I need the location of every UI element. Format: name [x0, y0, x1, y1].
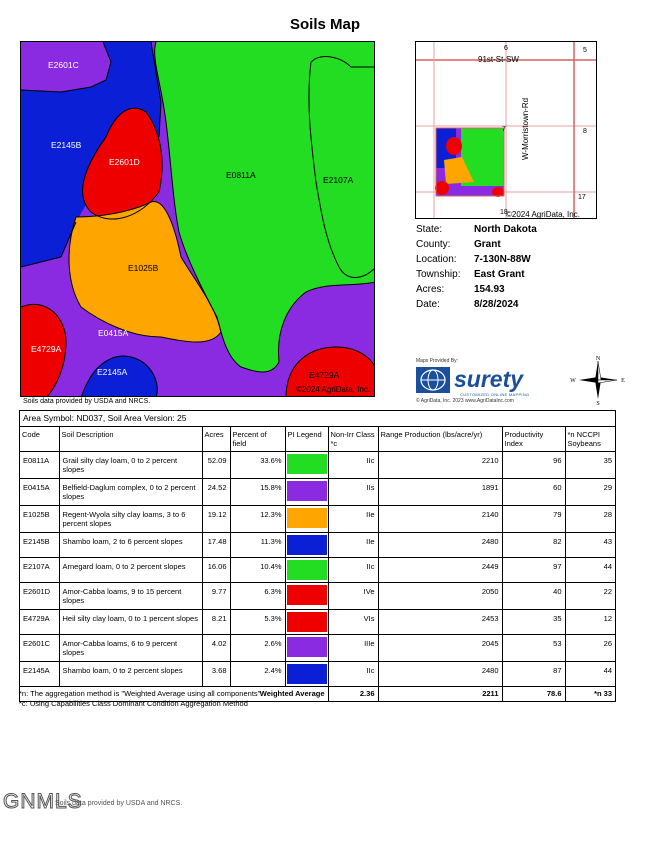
soil-description: Heil silty clay loam, 0 to 1 percent slopes	[59, 610, 202, 635]
info-row-date	[416, 297, 537, 312]
col-header: Code	[20, 427, 59, 452]
soil-description: Amor-Cabba loams, 6 to 9 percent slopes	[59, 635, 202, 662]
info-value: 8/28/2024	[474, 299, 519, 310]
section-number-7: 7	[502, 126, 506, 133]
range-production: 2140	[378, 506, 502, 533]
soil-acres: 9.77	[202, 583, 230, 610]
road-label-91st: 91st-St-SW	[478, 55, 519, 64]
table-row	[20, 558, 615, 583]
info-value: 7-130N-88W	[474, 254, 531, 265]
table-row	[20, 583, 615, 610]
productivity-index: 60	[502, 479, 565, 506]
section-number-6: 6	[504, 45, 508, 52]
map-label-e0811a: E0811A	[226, 170, 256, 180]
globe-icon	[416, 367, 450, 393]
soil-acres: 19.12	[202, 506, 230, 533]
col-header: Non-Irr Class *c	[328, 427, 378, 452]
table-row	[20, 479, 615, 506]
soil-description: Shambo loam, 0 to 2 percent slopes	[59, 662, 202, 687]
footnote-c: *c: Using Capabilities Class Dominant Condition Aggregation Method	[19, 699, 248, 708]
compass-s: S	[596, 401, 600, 405]
pi-legend-swatch	[285, 452, 328, 479]
info-key: Township:	[416, 269, 461, 280]
soil-description: Arnegard loam, 0 to 2 percent slopes	[59, 558, 202, 583]
soil-code: E2145B	[20, 533, 59, 558]
section-number-5: 5	[583, 47, 587, 54]
col-header: *n NCCPI Soybeans	[565, 427, 615, 452]
pi-legend-swatch	[285, 610, 328, 635]
location-map-graphic	[416, 42, 597, 219]
legend-color-block	[287, 454, 327, 474]
section-number-8: 8	[583, 128, 587, 135]
watermark-note: Soils data provided by USDA and NRCS.	[55, 800, 183, 807]
col-header: Productivity Index	[502, 427, 565, 452]
col-header: Acres	[202, 427, 230, 452]
info-value: East Grant	[474, 269, 525, 280]
col-header: PI Legend	[285, 427, 328, 452]
non-irr-class: IIe	[328, 506, 378, 533]
info-key: Acres:	[416, 284, 445, 295]
soil-percent: 11.3%	[230, 533, 285, 558]
pi-legend-swatch	[285, 506, 328, 533]
map-copyright: ©2024 AgriData, Inc.	[296, 385, 370, 394]
col-header: Percent of field	[230, 427, 285, 452]
area-symbol: Area Symbol: ND037, Soil Area Version: 25	[20, 411, 615, 427]
weighted-pi: 78.6	[502, 687, 565, 701]
legend-color-block	[287, 585, 327, 605]
soil-percent: 2.4%	[230, 662, 285, 687]
map-label-e4729a-right: E4729A	[309, 370, 340, 380]
soil-percent: 6.3%	[230, 583, 285, 610]
productivity-index: 35	[502, 610, 565, 635]
productivity-index: 53	[502, 635, 565, 662]
property-info	[416, 222, 537, 312]
nccpi-soybeans: 29	[565, 479, 615, 506]
info-key: State:	[416, 224, 443, 235]
soils-table	[19, 410, 616, 702]
non-irr-class: IIc	[328, 452, 378, 479]
soil-percent: 5.3%	[230, 610, 285, 635]
soil-description: Shambo loam, 2 to 6 percent slopes	[59, 533, 202, 558]
soil-percent: 15.8%	[230, 479, 285, 506]
legend-color-block	[287, 637, 327, 657]
map-label-e4729a-left: E4729A	[31, 344, 62, 354]
pi-legend-swatch	[285, 558, 328, 583]
info-value: North Dakota	[474, 224, 537, 235]
non-irr-class: IIc	[328, 662, 378, 687]
productivity-index: 79	[502, 506, 565, 533]
weighted-class: 2.36	[328, 687, 378, 701]
legend-color-block	[287, 612, 327, 632]
nccpi-soybeans: 44	[565, 558, 615, 583]
range-production: 1891	[378, 479, 502, 506]
soil-code: E0811A	[20, 452, 59, 479]
soil-acres: 16.06	[202, 558, 230, 583]
productivity-index: 97	[502, 558, 565, 583]
pi-legend-swatch	[285, 635, 328, 662]
pi-legend-swatch	[285, 533, 328, 558]
soil-percent: 2.6%	[230, 635, 285, 662]
soil-description: Belfield-Daglum complex, 0 to 2 percent slopes	[59, 479, 202, 506]
weighted-average-label: Weighted Average	[20, 687, 328, 701]
map-label-e2107a: E2107A	[323, 175, 354, 185]
productivity-index: 87	[502, 662, 565, 687]
gnmls-watermark-logo: GNMLS	[3, 790, 83, 813]
legend-color-block	[287, 481, 327, 501]
info-key: County:	[416, 239, 451, 250]
soil-description: Grail silty clay loam, 0 to 2 percent slopes	[59, 452, 202, 479]
pi-legend-swatch	[285, 479, 328, 506]
table-row	[20, 506, 615, 533]
non-irr-class: IIe	[328, 533, 378, 558]
nccpi-soybeans: 12	[565, 610, 615, 635]
soils-map	[20, 41, 375, 397]
pi-legend-swatch	[285, 583, 328, 610]
productivity-index: 96	[502, 452, 565, 479]
table-row	[20, 635, 615, 662]
soil-description: Amor-Cabba loams, 9 to 15 percent slopes	[59, 583, 202, 610]
table-row	[20, 662, 615, 687]
soil-code: E2601C	[20, 635, 59, 662]
compass-e: E	[621, 378, 625, 384]
surety-wordmark: surety	[454, 366, 524, 392]
info-row-acres	[416, 282, 537, 297]
non-irr-class: IIc	[328, 558, 378, 583]
table-header-row	[20, 427, 615, 452]
road-label-morristown	[521, 98, 530, 160]
soil-acres: 17.48	[202, 533, 230, 558]
info-row-county	[416, 237, 537, 252]
range-production: 2480	[378, 662, 502, 687]
surety-copyright: © AgriData, Inc. 2023 www.AgriDataInc.com	[416, 398, 514, 404]
footnote-n: *n: The aggregation method is "Weighted Average using all components"	[19, 689, 261, 698]
soil-code: E0415A	[20, 479, 59, 506]
info-key: Location:	[416, 254, 457, 265]
soil-acres: 8.21	[202, 610, 230, 635]
soil-code: E2145A	[20, 662, 59, 687]
compass-w: W	[570, 378, 576, 384]
soil-code: E2601D	[20, 583, 59, 610]
info-row-township	[416, 267, 537, 282]
soil-code: E2107A	[20, 558, 59, 583]
soil-percent: 33.6%	[230, 452, 285, 479]
surety-tagline: CUSTOMIZED ONLINE MAPPING	[460, 392, 530, 397]
nccpi-soybeans: 35	[565, 452, 615, 479]
table-row	[20, 452, 615, 479]
col-header: Range Production (lbs/acre/yr)	[378, 427, 502, 452]
map-label-e2145a: E2145A	[97, 367, 128, 377]
non-irr-class: IIs	[328, 479, 378, 506]
legend-color-block	[287, 535, 327, 555]
nccpi-soybeans: 22	[565, 583, 615, 610]
map-data-note: Soils data provided by USDA and NRCS.	[23, 398, 151, 405]
range-production: 2480	[378, 533, 502, 558]
soil-code: E1025B	[20, 506, 59, 533]
soil-percent: 12.3%	[230, 506, 285, 533]
range-production: 2050	[378, 583, 502, 610]
compass-rose-icon	[570, 355, 626, 405]
section-number-18: 18	[500, 209, 508, 216]
info-row-location	[416, 252, 537, 267]
info-value: 154.93	[474, 284, 505, 295]
legend-color-block	[287, 560, 327, 580]
nccpi-soybeans: 28	[565, 506, 615, 533]
soil-code: E4729A	[20, 610, 59, 635]
weighted-nccpi: *n 33	[565, 687, 615, 701]
range-production: 2210	[378, 452, 502, 479]
nccpi-soybeans: 44	[565, 662, 615, 687]
map-label-e0415a: E0415A	[98, 328, 129, 338]
table-row	[20, 610, 615, 635]
surety-logo	[416, 366, 523, 393]
nccpi-soybeans: 43	[565, 533, 615, 558]
productivity-index: 40	[502, 583, 565, 610]
soils-data-table	[20, 427, 615, 701]
compass-n: N	[595, 356, 601, 362]
road-label-morristown-text: W-Morristown-Rd	[521, 97, 530, 160]
nccpi-soybeans: 26	[565, 635, 615, 662]
non-irr-class: IIIe	[328, 635, 378, 662]
soil-acres: 3.68	[202, 662, 230, 687]
map-label-e2145b: E2145B	[51, 140, 82, 150]
range-production: 2449	[378, 558, 502, 583]
pi-legend-swatch	[285, 662, 328, 687]
soil-description: Regent-Wyola silty clay loams, 3 to 6 percent slopes	[59, 506, 202, 533]
soil-acres: 24.52	[202, 479, 230, 506]
info-value: Grant	[474, 239, 501, 250]
maps-provided-by: Maps Provided By:	[416, 358, 458, 364]
location-map	[415, 41, 597, 219]
compass-graphic	[570, 355, 626, 405]
info-key: Date:	[416, 299, 440, 310]
soil-rows	[20, 452, 615, 687]
section-number-17: 17	[578, 194, 586, 201]
range-production: 2453	[378, 610, 502, 635]
soil-percent: 10.4%	[230, 558, 285, 583]
page-title: Soils Map	[289, 16, 360, 33]
map-label-e1025b: E1025B	[128, 263, 159, 273]
soil-acres: 52.09	[202, 452, 230, 479]
legend-color-block	[287, 664, 327, 684]
info-row-state	[416, 222, 537, 237]
range-production: 2045	[378, 635, 502, 662]
surety-logo-block	[416, 358, 561, 404]
map-label-e2601c: E2601C	[48, 60, 79, 70]
weighted-range: 2211	[378, 687, 502, 701]
location-map-copyright: ©2024 AgriData, Inc.	[506, 210, 580, 219]
productivity-index: 82	[502, 533, 565, 558]
legend-color-block	[287, 508, 327, 528]
non-irr-class: IVe	[328, 583, 378, 610]
soils-map-graphic	[21, 42, 375, 397]
table-row	[20, 533, 615, 558]
non-irr-class: VIs	[328, 610, 378, 635]
map-label-e2601d: E2601D	[109, 157, 140, 167]
col-header: Soil Description	[59, 427, 202, 452]
soil-acres: 4.02	[202, 635, 230, 662]
